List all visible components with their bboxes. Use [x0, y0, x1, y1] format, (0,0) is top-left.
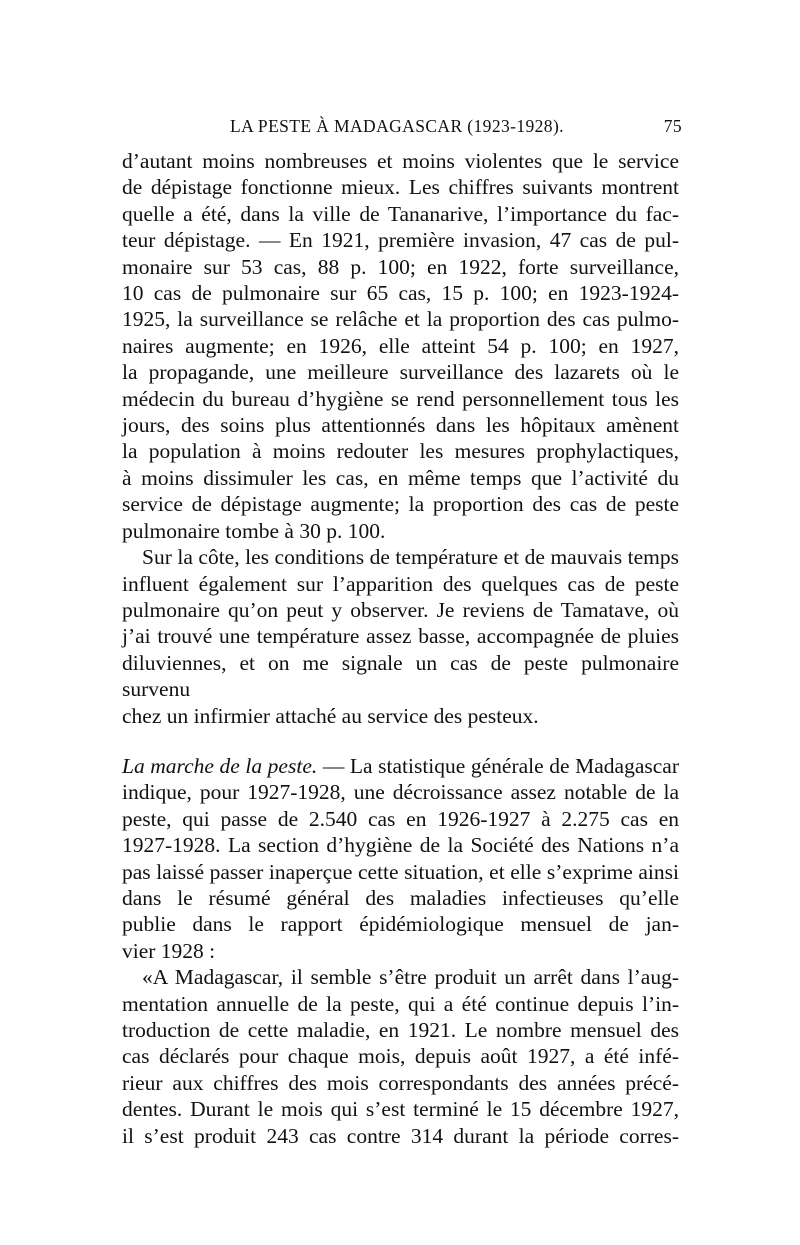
text-line: teur dépistage. — En 1921, première invasion, 47 cas de pul-	[122, 228, 679, 253]
text-line: de dépistage fonctionne mieux. Les chiffres suivants montrent	[122, 175, 679, 200]
text-line: la propagande, une meilleure surveillance des lazarets où le	[122, 360, 679, 385]
text-line: chez un infirmier attaché au service des pesteux.	[122, 703, 539, 728]
text-line: la population à moins redouter les mesures prophylactiques,	[122, 439, 679, 464]
text-line: «A Madagascar, il semble s’être produit un arrêt dans l’aug-	[142, 965, 679, 990]
text-line: pulmonaire tombe à 30 p. 100.	[122, 518, 386, 543]
running-head	[122, 116, 682, 140]
text-line: influent également sur l’apparition des quelques cas de peste	[122, 571, 679, 596]
body-text	[122, 148, 679, 1149]
text-line: troduction de cette maladie, en 1921. Le nombre mensuel des	[122, 1018, 679, 1042]
text-line: dentes. Durant le mois qui s’est terminé le 15 décembre 1927,	[122, 1097, 679, 1122]
text-line	[122, 753, 679, 779]
paragraph-depistage	[122, 148, 679, 544]
paragraph-marche	[122, 753, 679, 964]
text-line: publie dans le rapport épidémiologique mensuel de jan-	[122, 912, 679, 937]
text-line: peste, qui passe de 2.540 cas en 1926-1927 à 2.275 cas en	[122, 806, 679, 831]
text-line: 1927-1928. La section d’hygiène de la Société des Nations n’a	[122, 833, 679, 858]
text-line: Sur la côte, les conditions de température et de mauvais temps	[142, 545, 679, 570]
text-line: jours, des soins plus attentionnés dans les hôpitaux amènent	[122, 413, 679, 438]
text-line: dans le résumé général des maladies infectieuses qu’elle	[122, 885, 679, 910]
text-line: pas laissé passer inaperçue cette situation, et elle s’exprime ainsi	[122, 859, 679, 884]
text-line: j’ai trouvé une température assez basse, accompagnée de pluies	[122, 624, 679, 649]
text-line: quelle a été, dans la ville de Tananarive, l’importance du fac-	[122, 201, 679, 226]
text-line-rest: — La statistique générale de Madagascar	[317, 753, 679, 778]
text-line: diluviennes, et on me signale un cas de peste pulmonaire survenu	[122, 650, 679, 702]
text-line: d’autant moins nombreuses et moins violentes que le service	[122, 149, 679, 173]
running-title: LA PESTE À MADAGASCAR (1923-1928).	[230, 116, 564, 136]
paragraph-quote	[122, 964, 679, 1149]
paragraph-cote	[122, 544, 679, 729]
text-line: rieur aux chiffres des mois correspondants des années précé-	[122, 1070, 679, 1095]
text-line: médecin du bureau d’hygiène se rend personnellement tous les	[122, 386, 679, 411]
text-line: il s’est produit 243 cas contre 314 durant la période corres-	[122, 1123, 679, 1148]
text-line: à moins dissimuler les cas, en même temps que l’activité du	[122, 465, 679, 490]
text-line: 10 cas de pulmonaire sur 65 cas, 15 p. 100; en 1923-1924-	[122, 281, 679, 306]
section-gap	[122, 729, 679, 753]
text-line: 1925, la surveillance se relâche et la proportion des cas pulmo-	[122, 307, 679, 332]
text-line: mentation annuelle de la peste, qui a été continue depuis l’in-	[122, 991, 679, 1016]
text-line: cas déclarés pour chaque mois, depuis août 1927, a été infé-	[122, 1044, 679, 1069]
text-line: vier 1928 :	[122, 938, 216, 963]
section-lead: La marche de la peste.	[122, 753, 318, 778]
text-line: indique, pour 1927-1928, une décroissance assez notable de la	[122, 780, 679, 805]
text-line: monaire sur 53 cas, 88 p. 100; en 1922, forte surveillance,	[122, 254, 679, 279]
page-number: 75	[663, 116, 682, 136]
text-line: naires augmente; en 1926, elle atteint 54 p. 100; en 1927,	[122, 333, 679, 358]
text-line: service de dépistage augmente; la proportion des cas de peste	[122, 492, 679, 517]
text-line: pulmonaire qu’on peut y observer. Je reviens de Tamatave, où	[122, 597, 679, 622]
